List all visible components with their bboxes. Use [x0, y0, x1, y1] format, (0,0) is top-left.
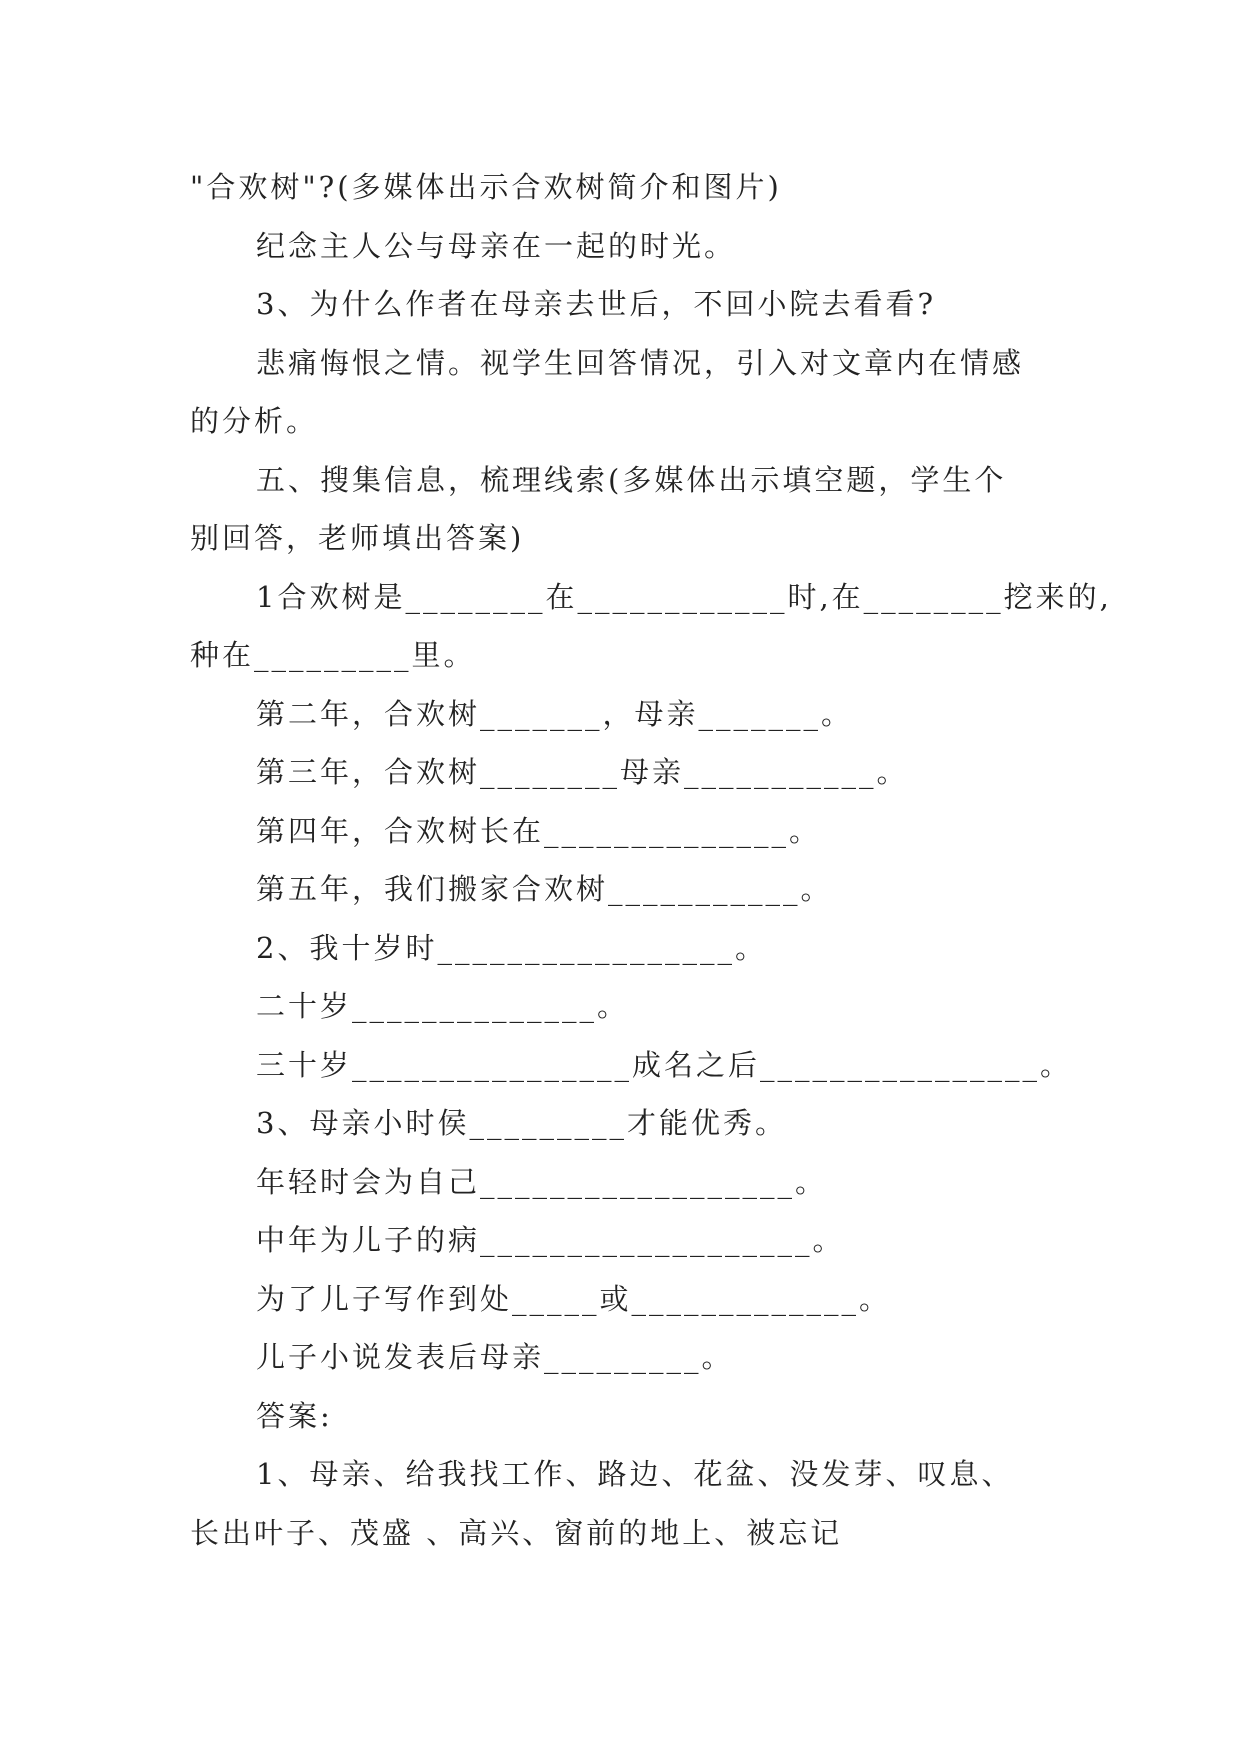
document-body	[190, 158, 1112, 1562]
answer-heading: 答案:	[256, 1398, 333, 1433]
section-heading: 五、搜集信息，梳理线索(多媒体出示填空题，学生个	[256, 462, 1007, 497]
fill-blank-item: 1合欢树是________在____________时,在________挖来的,	[256, 579, 1112, 614]
question-3: 3、为什么作者在母亲去世后，不回小院去看看?	[256, 287, 936, 321]
fill-blank-item: 年轻时会为自己__________________。	[256, 1164, 828, 1199]
fill-blank-item: 中年为儿子的病___________________。	[256, 1223, 845, 1257]
text-line: "合欢树"?(多媒体出示合欢树简介和图片)	[190, 170, 782, 204]
fill-blank-item: 三十岁________________成名之后________________。	[256, 1047, 1073, 1082]
text-line: 别回答，老师填出答案)	[190, 521, 525, 555]
fill-blank-item: 3、母亲小时侯_________才能优秀。	[256, 1106, 787, 1140]
fill-blank-item: 2、我十岁时_________________。	[256, 930, 767, 965]
text-line: 悲痛悔恨之情。视学生回答情况，引入对文章内在情感	[256, 345, 1025, 380]
fill-blank-item: 为了儿子写作到处_____或_____________。	[256, 1281, 892, 1316]
fill-blank-item: 第三年，合欢树________母亲___________。	[256, 755, 909, 789]
fill-blank-item: 种在_________里。	[190, 638, 476, 672]
fill-blank-item: 儿子小说发表后母亲_________。	[256, 1340, 734, 1374]
fill-blank-item: 第五年，我们搬家合欢树___________。	[256, 872, 833, 906]
text-line: 纪念主人公与母亲在一起的时光。	[256, 228, 737, 263]
answer-line: 长出叶子、茂盛 、高兴、窗前的地上、被忘记	[190, 1515, 843, 1550]
fill-blank-item: 第二年，合欢树_______，母亲_______。	[256, 696, 854, 731]
fill-blank-item: 第四年，合欢树长在______________。	[256, 813, 822, 848]
text-line: 的分析。	[190, 404, 319, 438]
answer-line: 1、母亲、给我找工作、路边、花盆、没发芽、叹息、	[256, 1457, 1014, 1491]
fill-blank-item: 二十岁______________。	[256, 989, 630, 1023]
